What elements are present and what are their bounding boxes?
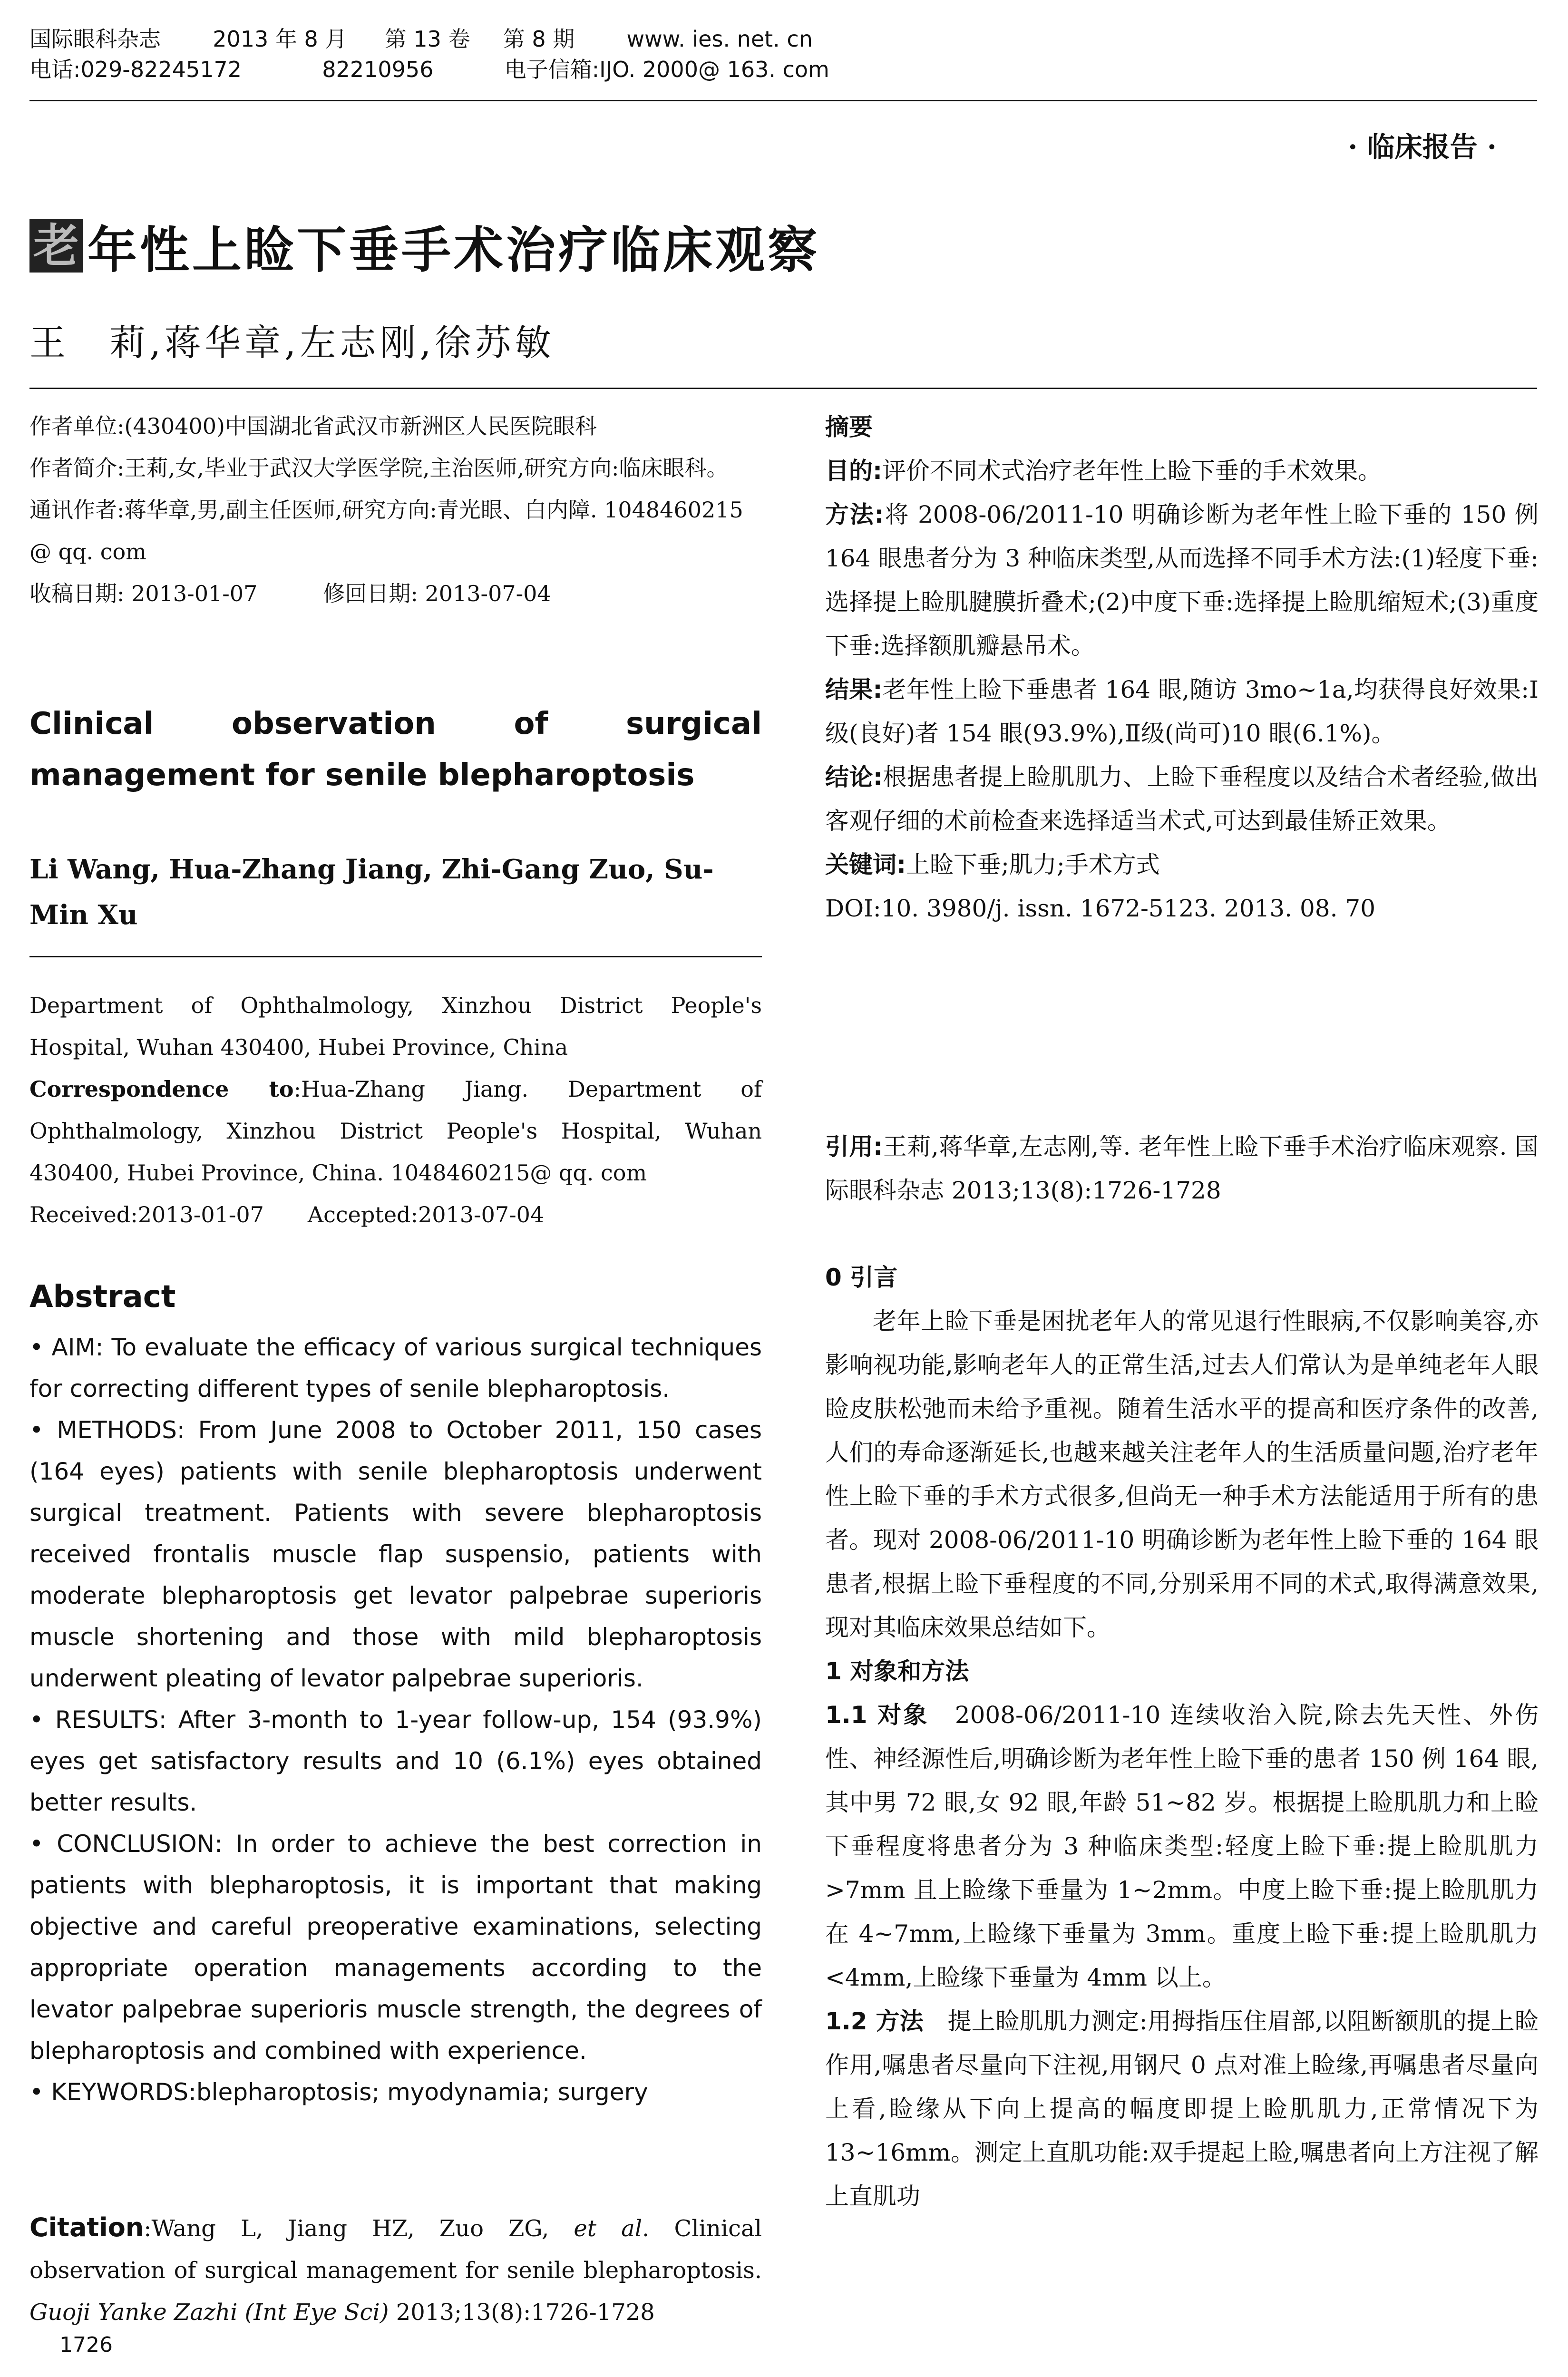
volume: 第 13 卷 (384, 26, 470, 52)
article-title (29, 210, 820, 282)
journal-header-line-2 (29, 54, 829, 85)
methods-heading: 1 对象和方法 (825, 1657, 969, 1685)
method-text: 将 2008-06/2011-10 明确诊断为老年性上睑下垂的 150 例 164 眼患者分为 3 种临床类型,从而选择不同手术方法:(1)轻度下垂:选择提上睑肌腱膜折叠术;(2)中度下垂:选择提上睑肌缩短术;(3)重度下垂:选择额肌瓣悬吊术。 (825, 501, 1539, 660)
keywords-label: 关键词: (825, 851, 906, 878)
issue-number: 第 8 期 (503, 26, 575, 52)
summary-method (825, 493, 1539, 668)
title-first-char: 老 (29, 219, 83, 273)
summary-cn (825, 405, 1539, 930)
citation-etal: et al (574, 2215, 643, 2242)
en-affiliation: Department of Ophthalmology, Xinzhou District People's Hospital, Wuhan 430400, Hubei Province, China (29, 993, 762, 1060)
authors-cn: 王 莉,蒋华章,左志刚,徐苏敏 (29, 321, 555, 364)
method-label: 方法: (825, 501, 884, 528)
abstract-methods: • METHODS: From June 2008 to October 2011, 150 cases (164 eyes) patients with senile blepharoptosis underwent surgical treatment. Patients with severe blepharoptosis received frontalis muscle flap suspensio, patients with moderate blepharoptosis get levator palpebrae superioris muscle shortening and those with mild blepharoptosis underwent pleating of levator palpebrae superioris. (29, 1416, 762, 1692)
received-dates: 收稿日期: 2013-01-07 修回日期: 2013-07-04 (29, 581, 551, 606)
correspondence-text: :Hua-Zhang Jiang. Department of Ophthalmology, Xinzhou District People's Hospital, Wuhan 430400, Hubei Province, China. 1048460215@ qq. com (29, 1076, 762, 1186)
abstract-heading: Abstract (29, 1279, 176, 1315)
subsection-1-2-text: 提上睑肌肌力测定:用拇指压住眉部,以阻断额肌的提上睑作用,嘱患者尽量向下注视,用钢尺 0 点对准上睑缘,再嘱患者尽量向上看,睑缘从下向上提高的幅度即提上睑肌肌力,正常情况下为 13~16mm。测定上直肌功能:双手提起上睑,嘱患者向上方注视了解上直肌功 (825, 2007, 1539, 2210)
doi: DOI:10. 3980/j. issn. 1672-5123. 2013. 08. 70 (825, 895, 1376, 922)
intro-paragraph: 老年上睑下垂是困扰老年人的常见退行性眼病,不仅影响美容,亦影响视功能,影响老年人的正常生活,过去人们常认为是单纯老年人眼睑皮肤松弛而未给予重视。随着生活水平的提高和医疗条件的改善,人们的寿命逐渐延长,也越来越关注老年人的生活质量问题,治疗老年性上睑下垂的手术方式很多,但尚无一种手术方法能适用于所有的患者。现对 2008-06/2011-10 明确诊断为老年性上睑下垂的 164 眼患者,根据上睑下垂程度的不同,分别采用不同的术式,取得满意效果,现对其临床效果总结如下。 (825, 1307, 1539, 1641)
citation-journal: Guoji Yanke Zazhi (Int Eye Sci) (29, 2299, 389, 2326)
abstract-conclusion: • CONCLUSION: In order to achieve the best correction in patients with blepharoptosis, it is important that making objective and careful preoperative examinations, selecting appropriate operation managements according to the levator palpebrae superioris muscle strength, the degrees of blepharoptosis and combined with experience. (29, 1830, 762, 2065)
affiliation-cn (29, 405, 762, 614)
abstract-results: • RESULTS: After 3-month to 1-year follow-up, 154 (93.9%) eyes get satisfactory results and 10 (6.1%) eyes obtained better results. (29, 1706, 762, 1816)
en-authors-rule (29, 956, 762, 957)
title-rule (29, 388, 1537, 389)
conclusion-text: 根据患者提上睑肌肌力、上睑下垂程度以及结合术者经验,做出客观仔细的术前检查来选择适当术式,可达到最佳矫正效果。 (825, 763, 1539, 835)
en-title-line-2: management for senile blepharoptosis (29, 758, 695, 793)
subsection-1-1-text: 2008-06/2011-10 连续收治入院,除去先天性、外伤性、神经源性后,明确诊断为老年性上睑下垂的患者 150 例 164 眼,其中男 72 眼,女 92 眼,年龄 51~82 岁。根据提上睑肌肌力和上睑下垂程度将患者分为 3 种临床类型:轻度上睑下垂:提上睑肌肌力>7mm 且上睑缘下垂量为 1~2mm。中度上睑下垂:提上睑肌肌力在 4~7mm,上睑缘下垂量为 3mm。重度上睑下垂:提上睑肌肌力<4mm,上睑缘下垂量为 4mm 以上。 (825, 1701, 1539, 1991)
cite-cn-label: 引用: (825, 1133, 883, 1160)
phone-2: 82210956 (322, 57, 434, 82)
citation-label: Citation (29, 2212, 144, 2242)
page-number: 1726 (59, 2333, 113, 2357)
en-title (29, 698, 762, 801)
issue-date: 2013 年 8 月 (213, 26, 347, 52)
citation-en (29, 2207, 762, 2333)
title-text: 年性上睑下垂手术治疗临床观察 (88, 221, 820, 279)
summary-heading: 摘要 (825, 413, 873, 441)
author-bio: 作者简介:王莉,女,毕业于武汉大学医学院,主治医师,研究方向:临床眼科。 (29, 455, 729, 481)
purpose-label: 目的: (825, 457, 882, 485)
en-authors: Li Wang, Hua-Zhang Jiang, Zhi-Gang Zuo, Su-Min Xu (29, 854, 714, 931)
subsection-1-1 (825, 1693, 1539, 1999)
citation-text-2: . Clinical observation of surgical management for senile blepharoptosis. (29, 2215, 762, 2284)
summary-result (825, 668, 1539, 755)
en-dates: Received:2013-01-07 Accepted:2013-07-04 (29, 1202, 545, 1227)
section-label: · 临床报告 · (1348, 131, 1497, 163)
subsection-1-2-label: 1.2 方法 (825, 2007, 924, 2035)
cite-cn-text: 王莉,蒋华章,左志刚,等. 老年性上睑下垂手术治疗临床观察. 国际眼科杂志 2013;13(8):1726-1728 (825, 1133, 1539, 1204)
citation-text-3: 2013;13(8):1726-1728 (389, 2299, 655, 2326)
abstract-aim: • AIM: To evaluate the efficacy of various surgical techniques for correcting different types of senile blepharoptosis. (29, 1334, 762, 1403)
en-affiliation-block (29, 984, 762, 1236)
subsection-1-2 (825, 1999, 1539, 2218)
journal-website: www. ies. net. cn (626, 26, 813, 52)
phone: 电话:029-82245172 (29, 57, 242, 82)
summary-keywords (825, 843, 1539, 887)
header-rule (29, 100, 1537, 101)
en-correspondence (29, 1068, 762, 1194)
journal-header-line-1 (29, 24, 829, 54)
summary-conclusion (825, 755, 1539, 843)
citation-text-1: :Wang L, Jiang HZ, Zuo ZG, (144, 2215, 574, 2242)
keywords-text: 上睑下垂;肌力;手术方式 (906, 851, 1160, 878)
intro-heading: 0 引言 (825, 1264, 898, 1291)
purpose-text: 评价不同术式治疗老年性上睑下垂的手术效果。 (882, 457, 1382, 485)
result-text: 老年性上睑下垂患者 164 眼,随访 3mo~1a,均获得良好效果:Ⅰ级(良好)者 154 眼(93.9%),Ⅱ级(尚可)10 眼(6.1%)。 (825, 676, 1539, 747)
citation-cn (825, 1125, 1539, 1212)
abstract-keywords: • KEYWORDS:blepharoptosis; myodynamia; surgery (29, 2078, 648, 2106)
journal-email: 电子信箱:IJO. 2000@ 163. com (504, 57, 829, 82)
body-text (825, 1256, 1539, 2218)
subsection-1-1-label: 1.1 对象 (825, 1701, 929, 1729)
en-title-line-1: Clinical observation of surgical (29, 706, 762, 741)
correspondence-label: Correspondence to (29, 1076, 294, 1102)
conclusion-label: 结论: (825, 763, 883, 791)
abstract-body (29, 1327, 762, 2113)
summary-purpose (825, 449, 1539, 493)
result-label: 结果: (825, 676, 883, 703)
journal-name: 国际眼科杂志 (29, 26, 161, 52)
author-unit: 作者单位:(430400)中国湖北省武汉市新洲区人民医院眼科 (29, 413, 597, 439)
corresponding-author: 通讯作者:蒋华章,男,副主任医师,研究方向:青光眼、白内障. 1048460215 @ qq. com (29, 497, 743, 565)
journal-header (29, 24, 829, 85)
